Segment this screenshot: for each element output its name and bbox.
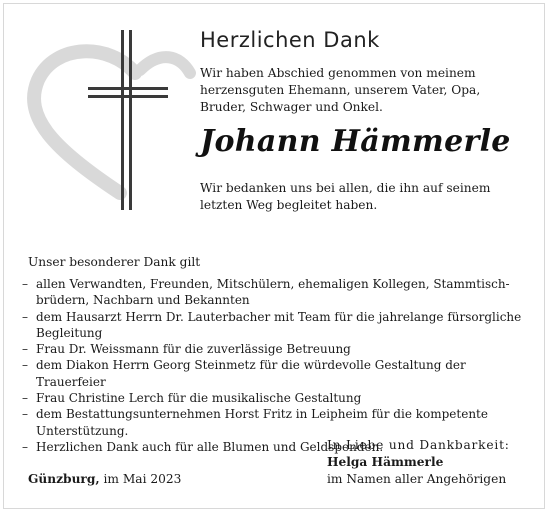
closing-greeting: In Liebe und Dankbarkeit: — [327, 438, 510, 452]
heart-outline-icon — [34, 51, 135, 193]
closing-block — [327, 437, 542, 488]
list-item-text: Frau Dr. Weissmann für die zuverlässige Betreuung — [36, 342, 351, 357]
heart-cross-emblem — [20, 25, 200, 215]
list-item-text: dem Hausarzt Herrn Dr. Lauterbacher mit Team für die jahrelange fürsorgliche Begleitung — [36, 309, 522, 340]
headline: Herzlichen Dank — [200, 28, 380, 52]
signer-name: Helga Hämmerle — [327, 455, 444, 469]
list-item-text: Herzlichen Dank auch für alle Blumen und Geldspenden. — [36, 439, 384, 454]
place: Günzburg, — [28, 472, 100, 486]
list-item — [22, 390, 532, 406]
dash-marker: – — [22, 439, 28, 454]
dash-marker: – — [22, 391, 28, 406]
signer-note: im Namen aller Angehörigen — [327, 472, 507, 486]
list-item — [22, 309, 532, 342]
thanks-text: Wir bedanken uns bei allen, die ihn auf seinem letzten Weg begleitet haben. — [200, 181, 491, 212]
date: im Mai 2023 — [103, 472, 182, 486]
list-item — [22, 276, 532, 309]
heart-right-lobe-icon — [140, 57, 190, 73]
dash-marker: – — [22, 358, 28, 373]
list-item — [22, 341, 532, 357]
deceased-name: Johann Hämmerle — [200, 124, 511, 159]
dash-marker: – — [22, 309, 28, 324]
dash-marker: – — [22, 342, 28, 357]
special-thanks-list — [22, 276, 532, 455]
list-item — [22, 357, 532, 390]
dash-marker: – — [22, 277, 28, 291]
special-thanks-heading: Unser besonderer Dank gilt — [28, 255, 201, 269]
list-item — [22, 406, 532, 439]
list-item-text: allen Verwandten, Freunden, Mitschülern, ehemaligen Kollegen, Stammtisch- brüdern, Nachbarn und Bekannten — [36, 277, 510, 308]
place-date — [28, 472, 181, 486]
dash-marker: – — [22, 407, 28, 422]
list-item-text: dem Bestattungsunternehmen Horst Fritz in Leipheim für die kompetente Unterstützung. — [36, 407, 488, 438]
list-item-text: Frau Christine Lerch für die musikalische Gestaltung — [36, 391, 362, 406]
list-item-text: dem Diakon Herrn Georg Steinmetz für die würdevolle Gestaltung der Trauerfeier — [36, 358, 466, 389]
intro-text: Wir haben Abschied genommen von meinem herzensguten Ehemann, unserem Vater, Opa, Bruder, Schwager und Onkel. — [200, 66, 481, 114]
